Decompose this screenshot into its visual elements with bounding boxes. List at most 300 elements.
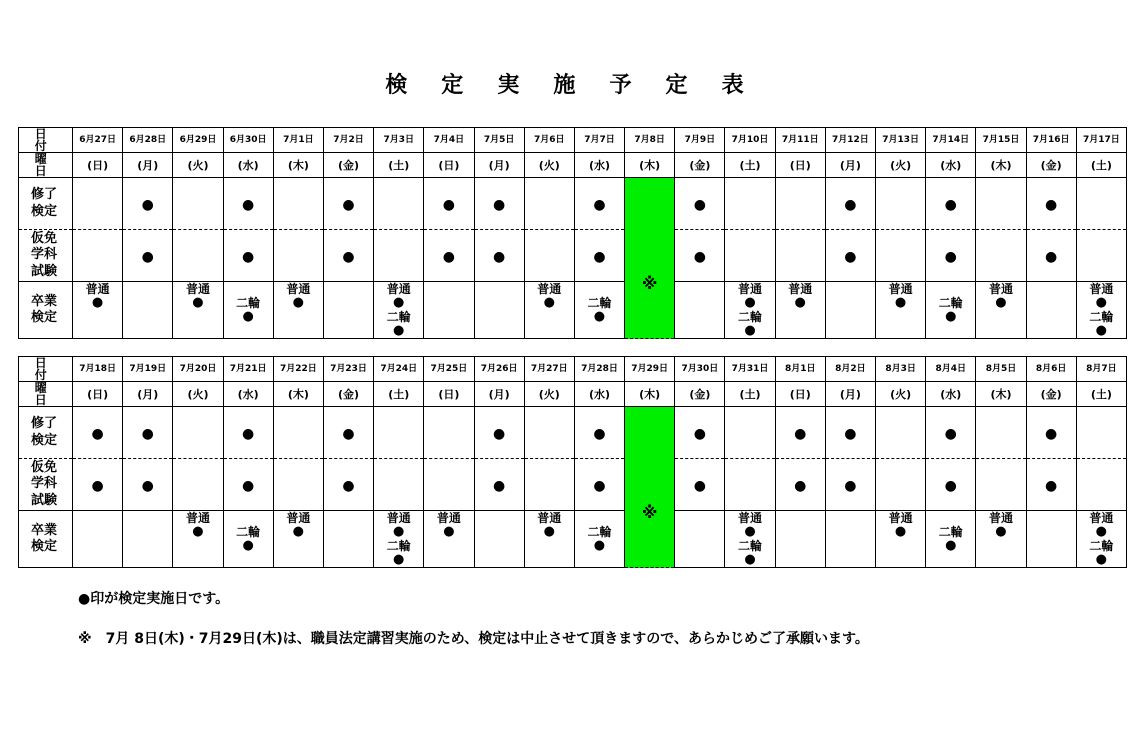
normal-license-label: 普通: [185, 511, 210, 525]
weekday-cell: (日): [775, 382, 825, 407]
graduation-entry: [73, 282, 122, 338]
exam-dot-icon: ●: [1045, 248, 1058, 265]
schedule-table-1: [18, 127, 1127, 339]
normal-license-label: 普通: [286, 511, 311, 525]
graduation-cell: [825, 282, 875, 339]
exam-dot-icon: ●: [693, 477, 706, 494]
date-cell: 7月26日: [474, 357, 524, 382]
completion-cell: [73, 178, 123, 230]
provisional-cell: [173, 230, 223, 282]
exam-dot-icon: ●: [442, 248, 456, 265]
weekday-cell: (水): [574, 153, 624, 178]
exam-dot-icon: ●: [593, 309, 606, 324]
weekday-cell: (木): [273, 153, 323, 178]
graduation-cell: [524, 282, 574, 339]
normal-license-label: 普通: [888, 282, 913, 296]
exam-dot-icon: ●: [1095, 552, 1108, 567]
provisional-cell: [424, 459, 474, 511]
graduation-cell: [323, 282, 373, 339]
date-cell: 8月6日: [1026, 357, 1076, 382]
completion-cell: [926, 407, 976, 459]
weekday-cell: (木): [976, 382, 1026, 407]
provisional-cell: [73, 230, 123, 282]
graduation-cell: [725, 511, 775, 568]
completion-cell: [775, 178, 825, 230]
graduation-cell: [1026, 282, 1076, 339]
provisional-cell: [825, 459, 875, 511]
page-title: 検 定 実 施 予 定 表: [385, 73, 757, 98]
completion-cell: [976, 178, 1026, 230]
exam-dot-icon: ●: [242, 309, 254, 324]
weekday-cell: (月): [825, 382, 875, 407]
graduation-exam-label-line: 検定: [31, 310, 58, 325]
exam-dot-icon: ●: [492, 425, 506, 442]
weekday-cell: (木): [976, 153, 1026, 178]
graduation-entry: [876, 511, 925, 567]
date-cell: 7月12日: [825, 128, 875, 153]
weekday-cell: (日): [73, 382, 123, 407]
date-cell: 7月19日: [123, 357, 173, 382]
completion-cell: [625, 178, 675, 339]
exam-dot-icon: ●: [693, 196, 706, 213]
provisional-cell: [524, 230, 574, 282]
weekday-cell: (土): [374, 382, 424, 407]
completion-cell: [273, 178, 323, 230]
normal-license-label: 普通: [386, 282, 411, 296]
graduation-exam-row: [19, 282, 1127, 339]
normal-license-label: 普通: [738, 282, 763, 296]
weekday-cell: (金): [1026, 153, 1076, 178]
weekday-cell: (火): [173, 153, 223, 178]
normal-license-label: 普通: [1089, 511, 1114, 525]
completion-cell: [474, 178, 524, 230]
completion-cell: [574, 178, 624, 230]
exam-dot-icon: ●: [442, 196, 456, 213]
graduation-cell: [1026, 511, 1076, 568]
graduation-entry: [725, 511, 774, 567]
weekday-cell: (土): [374, 153, 424, 178]
weekday-cell: (月): [123, 153, 173, 178]
normal-license-label: 普通: [888, 511, 913, 525]
exam-dot-icon: ●: [492, 196, 506, 213]
weekday-row: [19, 153, 1127, 178]
graduation-entry: [776, 282, 825, 338]
exam-dot-icon: ●: [744, 524, 756, 539]
suspended-mark-icon: ※: [641, 503, 658, 522]
graduation-entry: [926, 511, 975, 567]
exam-dot-icon: ●: [894, 295, 907, 310]
graduation-cell: [223, 282, 273, 339]
provisional-cell: [374, 230, 424, 282]
provisional-cell: [825, 230, 875, 282]
date-cell: 7月11日: [775, 128, 825, 153]
completion-cell: [374, 178, 424, 230]
graduation-cell: [424, 282, 474, 339]
suspended-wrap: [625, 453, 674, 521]
exam-dot-icon: ●: [141, 248, 154, 265]
completion-cell: [223, 178, 273, 230]
two-wheel-license-label: 二輪: [738, 539, 763, 553]
graduation-cell: [926, 282, 976, 339]
graduation-cell: [675, 282, 725, 339]
graduation-cell: [474, 511, 524, 568]
weekday-cell: (日): [424, 382, 474, 407]
graduation-entry: [575, 511, 624, 567]
graduation-entry: [1077, 511, 1126, 567]
graduation-entry: [976, 282, 1025, 338]
graduation-cell: [424, 511, 474, 568]
date-cell: 8月5日: [976, 357, 1026, 382]
exam-dot-icon: ●: [693, 248, 706, 265]
completion-cell: [424, 178, 474, 230]
date-cell: 7月6日: [524, 128, 574, 153]
weekday-cell: (木): [625, 153, 675, 178]
exam-dot-icon: ●: [593, 196, 606, 213]
exam-dot-icon: ●: [141, 425, 154, 442]
exam-dot-icon: ●: [944, 248, 957, 265]
weekday-cell: (日): [73, 153, 123, 178]
graduation-entry: [173, 282, 222, 338]
provisional-cell: [123, 459, 173, 511]
date-cell: 6月29日: [173, 128, 223, 153]
exam-dot-icon: ●: [945, 309, 957, 324]
completion-cell: [876, 178, 926, 230]
graduation-exam-label-line: 検定: [31, 539, 58, 554]
exam-dot-icon: ●: [192, 295, 204, 310]
graduation-cell: [273, 511, 323, 568]
suspension-note: ※ 7月 8日(木)・7月29日(木)は、職員法定講習実施のため、検定は中止させて頂きますので、あらかじめご了承願います。: [78, 631, 869, 647]
graduation-cell: [825, 511, 875, 568]
exam-dot-icon: ●: [593, 477, 606, 494]
completion-cell: [675, 178, 725, 230]
completion-cell: [976, 407, 1026, 459]
exam-dot-icon: ●: [593, 425, 606, 442]
date-row: [19, 128, 1127, 153]
normal-license-label: 普通: [788, 282, 813, 296]
exam-dot-icon: ●: [744, 295, 756, 310]
exam-dot-icon: ●: [292, 295, 305, 310]
graduation-cell: [323, 511, 373, 568]
weekday-cell: (日): [775, 153, 825, 178]
provisional-cell: [73, 459, 123, 511]
exam-dot-icon: ●: [543, 295, 555, 310]
normal-license-label: 普通: [988, 282, 1013, 296]
exam-dot-icon: ●: [342, 196, 355, 213]
graduation-entry: [274, 511, 323, 567]
graduation-cell: [876, 511, 926, 568]
completion-exam-label: [19, 178, 73, 230]
date-cell: 7月17日: [1076, 128, 1126, 153]
graduation-cell: [474, 282, 524, 339]
date-cell: 8月7日: [1076, 357, 1126, 382]
weekday-cell: (火): [876, 153, 926, 178]
exam-dot-icon: ●: [141, 196, 154, 213]
exam-dot-icon: ●: [443, 524, 455, 539]
exam-dot-icon: ●: [945, 538, 957, 553]
weekday-cell: (土): [1076, 382, 1126, 407]
exam-dot-icon: ●: [543, 524, 555, 539]
graduation-cell: [976, 282, 1026, 339]
provisional-cell: [424, 230, 474, 282]
graduation-entry: [224, 511, 273, 567]
provisional-exam-label-line: 仮免: [31, 231, 58, 247]
exam-dot-icon: ●: [393, 552, 405, 567]
date-cell: 7月28日: [574, 357, 624, 382]
provisional-cell: [926, 459, 976, 511]
weekday-cell: (水): [574, 382, 624, 407]
provisional-cell: [976, 230, 1026, 282]
weekday-cell: (水): [926, 382, 976, 407]
exam-dot-icon: ●: [91, 477, 104, 494]
date-cell: 7月3日: [374, 128, 424, 153]
weekday-cell: (金): [675, 153, 725, 178]
completion-cell: [926, 178, 976, 230]
graduation-cell: [775, 511, 825, 568]
completion-cell: [524, 407, 574, 459]
exam-dot-icon: ●: [242, 196, 255, 213]
graduation-exam-label-line: 卒業: [31, 293, 58, 309]
date-cell: 7月10日: [725, 128, 775, 153]
date-cell: 7月2日: [323, 128, 373, 153]
completion-cell: [374, 407, 424, 459]
provisional-cell: [1076, 230, 1126, 282]
completion-cell: [223, 407, 273, 459]
date-cell: 7月24日: [374, 357, 424, 382]
graduation-entry: [725, 282, 774, 338]
graduation-exam-label: [19, 511, 73, 568]
graduation-entry: [876, 282, 925, 338]
completion-exam-label-line: 修了: [31, 416, 58, 432]
normal-license-label: 普通: [386, 511, 411, 525]
graduation-entry: [374, 282, 423, 338]
exam-dot-icon: ●: [1045, 196, 1058, 213]
weekday-cell: (水): [223, 382, 273, 407]
exam-dot-icon: ●: [242, 425, 255, 442]
completion-exam-row: [19, 178, 1127, 230]
provisional-exam-label: [19, 459, 73, 511]
weekday-row: [19, 382, 1127, 407]
weekday-cell: (木): [625, 382, 675, 407]
graduation-cell: [675, 511, 725, 568]
legend-note: ●印が検定実施日です。: [78, 591, 230, 607]
graduation-cell: [1076, 282, 1126, 339]
provisional-cell: [1026, 459, 1076, 511]
weekday-cell: (金): [323, 153, 373, 178]
exam-dot-icon: ●: [944, 196, 957, 213]
exam-dot-icon: ●: [91, 295, 104, 310]
completion-cell: [1026, 407, 1076, 459]
graduation-cell: [73, 511, 123, 568]
exam-dot-icon: ●: [693, 425, 706, 442]
date-label: 日 付: [19, 128, 73, 153]
completion-cell: [574, 407, 624, 459]
graduation-cell: [574, 282, 624, 339]
exam-dot-icon: ●: [794, 425, 807, 442]
graduation-cell: [123, 511, 173, 568]
normal-license-label: 普通: [286, 282, 311, 296]
provisional-cell: [574, 230, 624, 282]
exam-dot-icon: ●: [1095, 295, 1108, 310]
completion-cell: [1076, 407, 1126, 459]
completion-cell: [123, 178, 173, 230]
weekday-cell: (月): [474, 382, 524, 407]
graduation-cell: [223, 511, 273, 568]
date-cell: 7月23日: [323, 357, 373, 382]
completion-cell: [524, 178, 574, 230]
date-cell: 6月27日: [73, 128, 123, 153]
two-wheel-license-label: 二輪: [1089, 310, 1114, 324]
exam-dot-icon: ●: [894, 524, 907, 539]
date-cell: 7月20日: [173, 357, 223, 382]
exam-dot-icon: ●: [242, 248, 255, 265]
date-cell: 7月29日: [625, 357, 675, 382]
provisional-exam-label: [19, 230, 73, 282]
date-cell: 7月21日: [223, 357, 273, 382]
provisional-exam-label-line: 試験: [31, 492, 58, 508]
two-wheel-license-label: 二輪: [738, 310, 763, 324]
date-cell: 7月15日: [976, 128, 1026, 153]
two-wheel-license-label: 二輪: [587, 525, 612, 539]
provisional-cell: [524, 459, 574, 511]
completion-cell: [273, 407, 323, 459]
exam-dot-icon: ●: [342, 425, 355, 442]
provisional-cell: [926, 230, 976, 282]
normal-license-label: 普通: [436, 511, 461, 525]
exam-dot-icon: ●: [995, 295, 1007, 310]
provisional-cell: [775, 230, 825, 282]
weekday-cell: (火): [173, 382, 223, 407]
two-wheel-license-label: 二輪: [938, 525, 963, 539]
graduation-entry: [173, 511, 222, 567]
graduation-cell: [73, 282, 123, 339]
exam-dot-icon: ●: [794, 295, 806, 310]
two-wheel-license-label: 二輪: [386, 310, 411, 324]
provisional-cell: [876, 459, 926, 511]
provisional-cell: [273, 230, 323, 282]
completion-exam-row: [19, 407, 1127, 459]
provisional-cell: [775, 459, 825, 511]
exam-dot-icon: ●: [844, 248, 857, 265]
provisional-cell: [1076, 459, 1126, 511]
weekday-cell: (土): [725, 382, 775, 407]
graduation-entry: [525, 511, 574, 567]
exam-dot-icon: ●: [91, 425, 104, 442]
exam-dot-icon: ●: [141, 477, 154, 494]
provisional-exam-row: [19, 459, 1127, 511]
graduation-entry: [374, 511, 423, 567]
completion-cell: [123, 407, 173, 459]
date-cell: 7月13日: [876, 128, 926, 153]
weekday-cell: (金): [675, 382, 725, 407]
weekday-cell: (土): [725, 153, 775, 178]
exam-dot-icon: ●: [1095, 323, 1108, 338]
completion-cell: [1076, 178, 1126, 230]
normal-license-label: 普通: [85, 282, 110, 296]
date-cell: 7月25日: [424, 357, 474, 382]
date-cell: 6月30日: [223, 128, 273, 153]
date-cell: 7月14日: [926, 128, 976, 153]
weekday-cell: (木): [273, 382, 323, 407]
graduation-cell: [926, 511, 976, 568]
completion-exam-label: [19, 407, 73, 459]
exam-dot-icon: ●: [242, 538, 254, 553]
date-cell: 7月5日: [474, 128, 524, 153]
graduation-entry: [575, 282, 624, 338]
exam-dot-icon: ●: [1095, 524, 1108, 539]
exam-dot-icon: ●: [393, 323, 405, 338]
graduation-entry: [424, 511, 473, 567]
exam-dot-icon: ●: [342, 477, 355, 494]
suspended-mark-icon: ※: [641, 274, 658, 293]
completion-cell: [73, 407, 123, 459]
exam-dot-icon: ●: [593, 538, 606, 553]
date-cell: 8月1日: [775, 357, 825, 382]
exam-dot-icon: ●: [492, 248, 506, 265]
date-row: [19, 357, 1127, 382]
completion-cell: [825, 407, 875, 459]
graduation-cell: [725, 282, 775, 339]
date-cell: 8月2日: [825, 357, 875, 382]
graduation-exam-label-line: 卒業: [31, 522, 58, 538]
graduation-cell: [374, 511, 424, 568]
date-cell: 6月28日: [123, 128, 173, 153]
date-cell: 7月27日: [524, 357, 574, 382]
provisional-cell: [574, 459, 624, 511]
provisional-cell: [1026, 230, 1076, 282]
graduation-cell: [876, 282, 926, 339]
graduation-entry: [525, 282, 574, 338]
provisional-cell: [273, 459, 323, 511]
normal-license-label: 普通: [185, 282, 210, 296]
provisional-cell: [725, 459, 775, 511]
exam-dot-icon: ●: [844, 477, 857, 494]
exam-dot-icon: ●: [744, 323, 756, 338]
graduation-entry: [274, 282, 323, 338]
completion-cell: [1026, 178, 1076, 230]
provisional-cell: [323, 230, 373, 282]
weekday-cell: (月): [825, 153, 875, 178]
normal-license-label: 普通: [537, 282, 562, 296]
date-cell: 7月16日: [1026, 128, 1076, 153]
completion-cell: [424, 407, 474, 459]
two-wheel-license-label: 二輪: [236, 525, 261, 539]
completion-cell: [876, 407, 926, 459]
provisional-exam-label-line: 学科: [31, 247, 58, 263]
weekday-cell: (金): [323, 382, 373, 407]
exam-dot-icon: ●: [995, 524, 1007, 539]
provisional-cell: [374, 459, 424, 511]
exam-dot-icon: ●: [492, 477, 506, 494]
weekday-cell: (火): [524, 153, 574, 178]
provisional-exam-row: [19, 230, 1127, 282]
weekday-cell: (土): [1076, 153, 1126, 178]
completion-cell: [323, 178, 373, 230]
graduation-cell: [374, 282, 424, 339]
weekday-cell: (水): [223, 153, 273, 178]
date-cell: 7月31日: [725, 357, 775, 382]
date-cell: 7月8日: [625, 128, 675, 153]
provisional-cell: [223, 230, 273, 282]
schedule-table-2: [18, 356, 1127, 568]
exam-dot-icon: ●: [292, 524, 305, 539]
normal-license-label: 普通: [988, 511, 1013, 525]
exam-dot-icon: ●: [744, 552, 756, 567]
date-cell: 7月1日: [273, 128, 323, 153]
weekday-label: 曜 日: [19, 382, 73, 407]
provisional-cell: [474, 230, 524, 282]
graduation-cell: [976, 511, 1026, 568]
exam-dot-icon: ●: [944, 425, 957, 442]
